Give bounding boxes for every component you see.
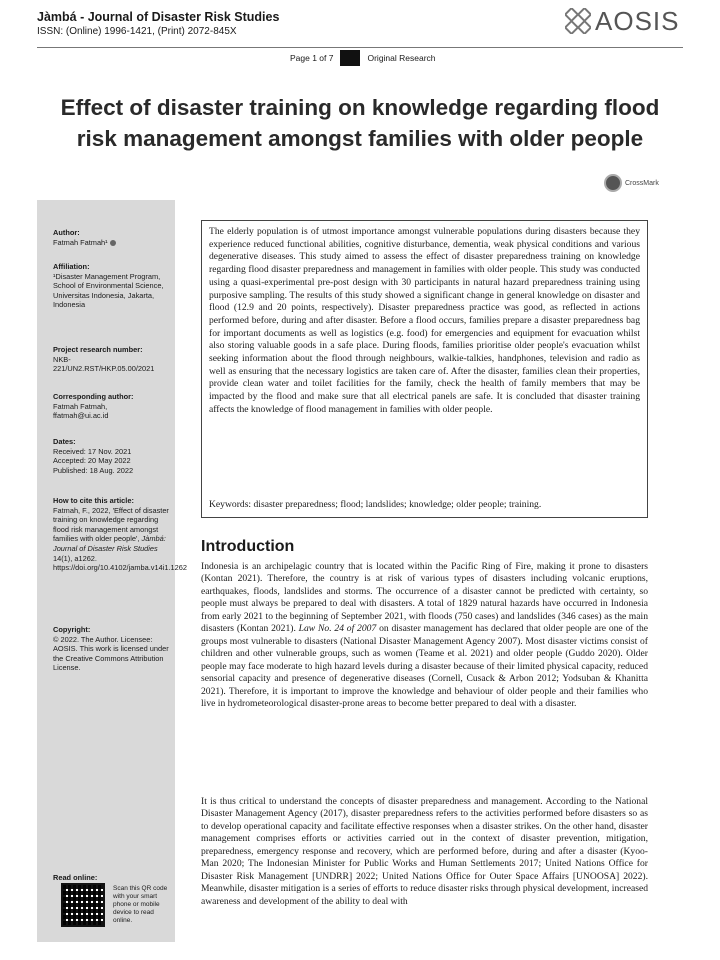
affiliation-text: ¹Disaster Management Program, School of Environmental Science, Universitas Indonesia, Jakarta, Indonesia xyxy=(53,271,164,310)
project-block xyxy=(53,345,171,374)
citation-label: How to cite this article: xyxy=(53,496,134,505)
date-published: Published: 18 Aug. 2022 xyxy=(53,465,134,475)
journal-name: Jàmbá - Journal of Disaster Risk Studies xyxy=(37,10,280,24)
page-bar xyxy=(290,50,436,66)
intro-paragraph-1 xyxy=(201,561,648,710)
aosis-logo-icon xyxy=(565,8,591,34)
intro-p1-part-b: on disaster management has declared that older people are one of the groups most vulnerable to disasters (National Disaster Management Agency 2007). Most disaster victims consist of children and other vulnerable groups, such as women (Teame et al. 2021) and older people (Guddo 2020). Older people may face moderate to high hazard levels during a disaster because of their limited physical capacity, reduced sensorial capacity and presence of degenerative diseases (Cornell, Cusack & Arbon 2012; Yodsuban & Khanitta 2021). Therefore, it is important to improve the knowledge and behaviour of older people and their families who live in hydrometeorological disaster-prone areas to become better prepared to deal with a disaster. xyxy=(201,623,648,709)
citation-journal: Jàmbá: Journal of Disaster Risk Studies xyxy=(53,534,166,553)
section-heading-introduction: Introduction xyxy=(201,538,295,555)
dates-block xyxy=(53,437,171,475)
author-block xyxy=(53,228,171,247)
orcid-icon[interactable] xyxy=(110,240,116,246)
copyright-text: © 2022. The Author. Licensee: AOSIS. This work is licensed under the Creative Commons Attribution License. xyxy=(53,634,169,673)
project-number: NKB-221/UN2.RST/HKP.05.00/2021 xyxy=(53,354,155,374)
author-label: Author: xyxy=(53,228,80,237)
corresponding-label: Corresponding author: xyxy=(53,392,134,401)
author-name: Fatmah Fatmah¹ xyxy=(53,237,108,247)
citation-block xyxy=(53,496,187,573)
dates-label: Dates: xyxy=(53,437,76,446)
page-number: Page 1 of 7 xyxy=(290,53,334,63)
date-accepted: Accepted: 20 May 2022 xyxy=(53,456,131,466)
section-marker xyxy=(340,50,360,66)
corresponding-name: Fatmah Fatmah, xyxy=(53,401,108,411)
crossmark-icon xyxy=(604,174,622,192)
corresponding-block xyxy=(53,392,171,421)
citation-doi[interactable]: 14(1), a1262. https://doi.org/10.4102/jamba.v14i1.1262 xyxy=(53,553,187,573)
article-title: Effect of disaster training on knowledge regarding flood risk management amongst families with older people xyxy=(60,95,660,151)
crossmark-badge[interactable] xyxy=(604,174,659,192)
publisher-logo[interactable] xyxy=(565,8,679,34)
citation-text: Fatmah, F., 2022, 'Effect of disaster training on knowledge regarding flood risk management amongst families with older people', xyxy=(53,505,169,544)
project-label: Project research number: xyxy=(53,345,143,354)
affiliation-block xyxy=(53,262,171,310)
keywords: Keywords: disaster preparedness; flood; landslides; knowledge; older people; training. xyxy=(209,499,542,510)
qr-code-icon[interactable] xyxy=(61,883,105,927)
read-online-label: Read online: xyxy=(53,873,98,882)
intro-paragraph-2: It is thus critical to understand the concepts of disaster preparedness and management. According to the National Disaster Management Agency (2017), disaster preparedness refers to the activities performed before disasters so as to develop operational capacity and facilitate effective responses when a disaster strikes. On the other hand, disaster management comprises efforts or activities carried out in the context of disaster prevention, mitigation, preparedness, emergency response and recovery, which are performed before, during and after a disaster (Kyoo-Man 2020; The Indonesian Minister for Public Works and Human Settlements 2017; United Nations Office for Disaster Risk Management [UNDRR] 2022; United Nations Office for Outer Space Affairs [UNOOSA] 2022). Meanwhile, disaster mitigation is a series of efforts to reduce disaster risks through physical development, increased awareness and development of the ability to deal with xyxy=(201,796,648,907)
date-received: Received: 17 Nov. 2021 xyxy=(53,446,132,456)
logo-text: AOSIS xyxy=(595,6,680,36)
intro-p1-part-a: Indonesia is an archipelagic country that is located within the Pacific Ring of Fire, making it prone to disasters (Kontan 2021). Therefore, the country is at risk of various types of disasters including volcanic eruptions, earthquakes, floods, landslides and storms. The occurrence of a disaster cannot be predicted with certainty, so people must always be prepared to deal with disasters. A total of 1829 natural hazards have occurred in Indonesia from early 2021 to the beginning of September 2021, with floods (750 cases) and landslides (346 cases) as the main disasters (Kontan 2021). xyxy=(201,561,648,635)
corresponding-email[interactable]: ffatmah@ui.ac.id xyxy=(53,411,109,421)
crossmark-label: CrossMark xyxy=(625,179,659,187)
copyright-label: Copyright: xyxy=(53,625,91,634)
intro-p1-law: Law No. 24 of 2007 xyxy=(298,623,377,635)
abstract-text: The elderly population is of utmost importance amongst vulnerable populations during disasters because they experience reduced functional abilities, cognitive disturbance, dementia, weak physical conditions and various degenerative diseases. This study aimed to assess the effect of disaster preparedness training on knowledge regarding flood disaster preparedness and management in families with older people. This study was conducted using a quasi-experimental pre-post design with 30 participants in natural hazard preparedness training using purposive sampling. The results of this study showed a significant change in general knowledge on disaster and flood (12.9 and 20 points, respectively). Disaster preparedness practice was good, as reflected in actions performed before, during and after disaster. Before a flood occurs, families prepare a disaster preparedness bag for important documents as well as logistics (e.g. food) for emergencies and equipment for evacuation whilst also storing valuable goods in a safe place. During floods, families prioritise older people's evacuation whilst seeking information about the flood through neighbours, walkie-talkies, handphones, television and radio as well as ensuring that the necessary logistics are taken care of. After the disaster, families clean their properties, provide clean water and toilet facilities for the family, check the health of family members that may be impacted by the flood and make sure that all electrical panels are safe. It is concluded that disaster training affects the knowledge of flood management in families with older people. xyxy=(209,226,640,415)
affiliation-label: Affiliation: xyxy=(53,262,90,271)
copyright-block xyxy=(53,625,171,673)
qr-instructions: Scan this QR code with your smart phone or mobile device to read online. xyxy=(113,885,168,924)
journal-issn: ISSN: (Online) 1996-1421, (Print) 2072-845X xyxy=(37,26,237,37)
header-rule xyxy=(37,47,683,48)
article-section: Original Research xyxy=(367,53,436,63)
